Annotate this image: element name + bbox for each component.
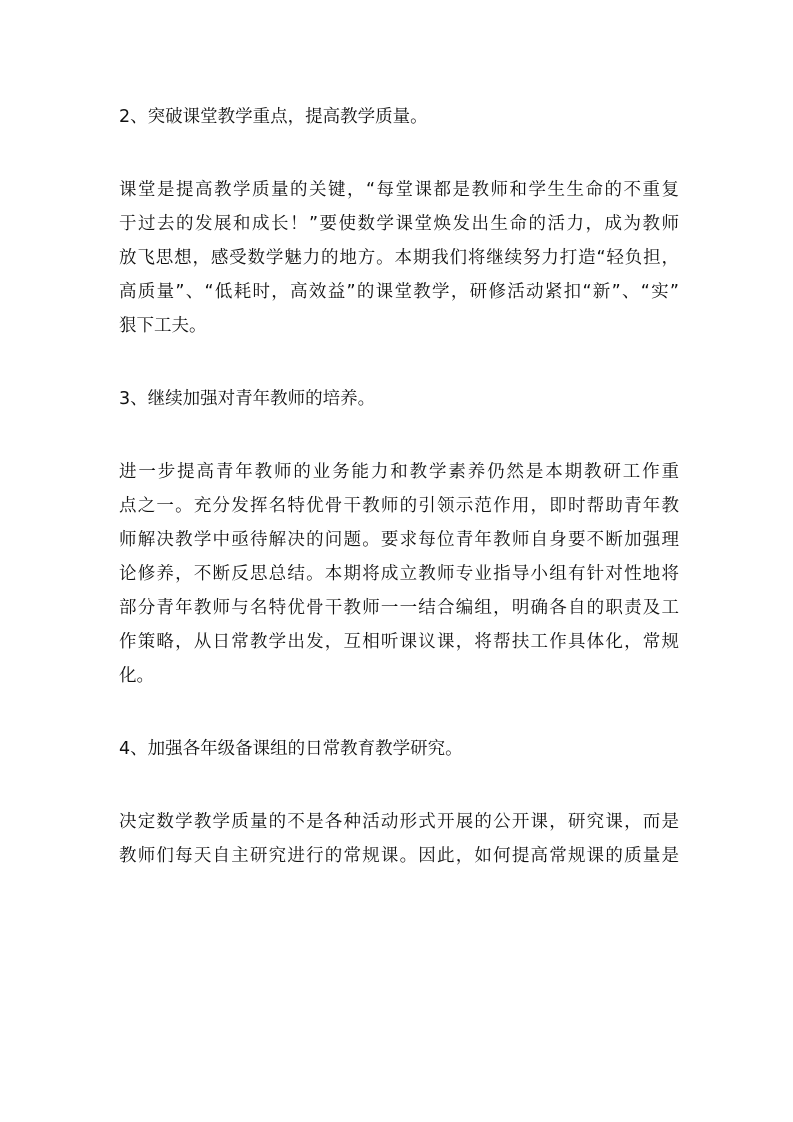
paragraph-line: 点之一。充分发挥名特优骨干教师的引领示范作用，即时帮助青年教	[119, 496, 679, 516]
section-heading-3: 3、继续加强对青年教师的培养。	[119, 389, 376, 409]
paragraph-line: 师解决教学中亟待解决的问题。要求每位青年教师自身要不断加强理	[119, 530, 679, 550]
paragraph-line: 作策略，从日常教学出发，互相听课议课，将帮扶工作具体化，常规	[119, 632, 679, 652]
section-paragraph-2	[119, 173, 679, 343]
section-paragraph-3	[119, 455, 679, 693]
section-heading-2: 2、突破课堂教学重点，提高教学质量。	[119, 107, 428, 127]
document-body	[119, 100, 679, 873]
paragraph-line: 课堂是提高教学质量的关键，“每堂课都是教师和学生生命的不重复	[119, 180, 679, 200]
paragraph-line: 高质量”、“低耗时，高效益”的课堂教学，研修活动紧扣“新”、“实”	[119, 282, 679, 302]
paragraph-line: 化。	[119, 666, 154, 686]
section-paragraph-4	[119, 805, 679, 873]
paragraph-line: 决定数学教学质量的不是各种活动形式开展的公开课，研究课，而是	[119, 812, 679, 832]
paragraph-line: 于过去的发展和成长！”要使数学课堂焕发出生命的活力，成为教师	[119, 214, 679, 234]
paragraph-line: 教师们每天自主研究进行的常规课。因此，如何提高常规课的质量是	[119, 846, 679, 866]
paragraph-line: 进一步提高青年教师的业务能力和教学素养仍然是本期教研工作重	[119, 462, 679, 482]
section-heading-4: 4、加强各年级备课组的日常教育教学研究。	[119, 739, 463, 759]
paragraph-line: 部分青年教师与名特优骨干教师一一结合编组，明确各自的职责及工	[119, 598, 679, 618]
paragraph-line: 放飞思想，感受数学魅力的地方。本期我们将继续努力打造“轻负担，	[119, 248, 679, 268]
paragraph-line: 论修养，不断反思总结。本期将成立教师专业指导小组有针对性地将	[119, 564, 679, 584]
paragraph-line: 狠下工夫。	[119, 316, 207, 336]
